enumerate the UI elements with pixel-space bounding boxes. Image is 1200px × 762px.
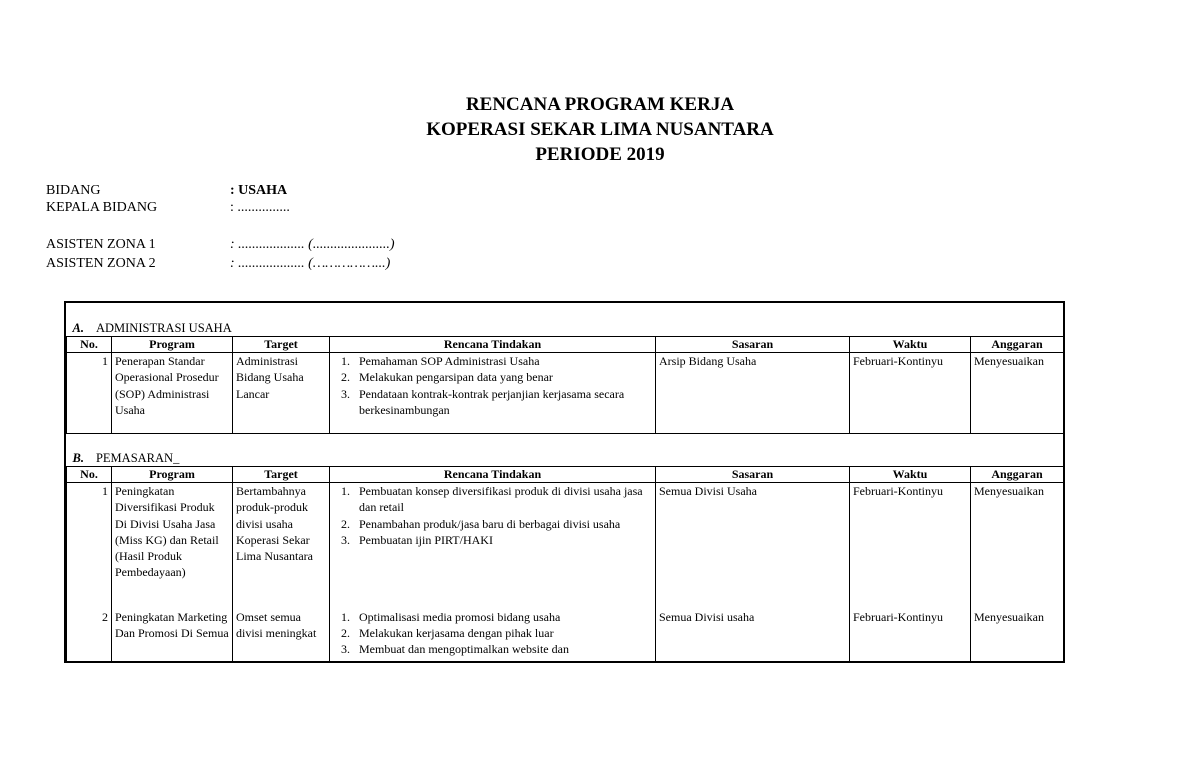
section-b-letter: B. [72, 451, 84, 465]
table-row [67, 609, 1064, 664]
row-program: Penerapan Standar Operasional Prosedur (SOP) Administrasi Usaha [112, 353, 233, 434]
table-row [67, 483, 1064, 609]
header-rencana: Rencana Tindakan [330, 467, 656, 483]
asisten-zona-2-label: ASISTEN ZONA 2 [46, 256, 156, 271]
rencana-step: 2. Melakukan pengarsipan data yang benar [353, 369, 652, 385]
row-anggaran: Menyesuaikan [971, 609, 1064, 664]
bidang-value: : USAHA [230, 183, 288, 198]
rencana-steps [333, 353, 652, 418]
header-no: No. [67, 467, 112, 483]
asisten-zona-1-label: ASISTEN ZONA 1 [46, 237, 156, 252]
header-target: Target [233, 467, 330, 483]
header-anggaran: Anggaran [971, 467, 1064, 483]
header-no: No. [67, 337, 112, 353]
work-plan-table [66, 320, 1064, 663]
kepala-bidang-label: KEPALA BIDANG [46, 200, 158, 215]
header-target: Target [233, 337, 330, 353]
section-a-title-cell [67, 320, 1064, 337]
page-title-line-2: KOPERASI SEKAR LIMA NUSANTARA [426, 119, 774, 140]
row-target: Bertambahnya produk-produk divisi usaha Koperasi Sekar Lima Nusantara [233, 483, 330, 609]
header-waktu: Waktu [850, 337, 971, 353]
row-no: 2 [67, 609, 112, 664]
section-a-letter: A. [72, 321, 84, 335]
rencana-step: 1. Optimalisasi media promosi bidang usaha [353, 609, 652, 625]
row-target: Omset semua divisi meningkat [233, 609, 330, 664]
section-a-header [67, 320, 1064, 337]
section-b-title: PEMASARAN_ [95, 451, 180, 465]
header-waktu: Waktu [850, 467, 971, 483]
row-sasaran: Semua Divisi usaha [656, 609, 850, 664]
section-a-title: ADMINISTRASI USAHA [95, 321, 232, 335]
header-sasaran: Sasaran [656, 467, 850, 483]
rencana-step: 3. Pembuatan ijin PIRT/HAKI [353, 532, 652, 548]
row-waktu: Februari-Kontinyu [850, 609, 971, 664]
asisten-zona-2-value: : ................... (……………...) [230, 256, 391, 271]
kepala-bidang-value: : ............... [230, 200, 290, 215]
work-plan-frame [64, 301, 1065, 663]
page-title-line-3: PERIODE 2019 [535, 144, 665, 165]
header-sasaran: Sasaran [656, 337, 850, 353]
row-no: 1 [67, 353, 112, 434]
header-program: Program [112, 337, 233, 353]
row-waktu: Februari-Kontinyu [850, 353, 971, 434]
rencana-steps [333, 483, 652, 548]
row-rencana [330, 609, 656, 664]
row-rencana [330, 483, 656, 609]
section-b-header [67, 434, 1064, 467]
rencana-steps [333, 609, 652, 658]
row-target: Administrasi Bidang Usaha Lancar [233, 353, 330, 434]
rencana-step: 3. Membuat dan mengoptimalkan website dan [353, 641, 652, 657]
rencana-step: 3. Pendataan kontrak-kontrak perjanjian kerjasama secara berkesinambungan [353, 386, 652, 419]
row-no: 1 [67, 483, 112, 609]
table-row [67, 353, 1064, 434]
bidang-label: BIDANG [46, 183, 101, 198]
rencana-step: 2. Penambahan produk/jasa baru di berbagai divisi usaha [353, 516, 652, 532]
row-rencana [330, 353, 656, 434]
row-anggaran: Menyesuaikan [971, 483, 1064, 609]
section-b-title-cell [67, 434, 1064, 467]
row-anggaran: Menyesuaikan [971, 353, 1064, 434]
asisten-zona-1-value: : ................... (......................) [230, 237, 395, 252]
row-sasaran: Arsip Bidang Usaha [656, 353, 850, 434]
row-waktu: Februari-Kontinyu [850, 483, 971, 609]
header-rencana: Rencana Tindakan [330, 337, 656, 353]
rencana-step: 2. Melakukan kerjasama dengan pihak luar [353, 625, 652, 641]
header-program: Program [112, 467, 233, 483]
page-title-line-1: RENCANA PROGRAM KERJA [465, 94, 735, 115]
row-program: Peningkatan Diversifikasi Produk Di Divisi Usaha Jasa (Miss KG) dan Retail (Hasil Produk Pembedayaan) [112, 483, 233, 609]
section-a-column-headers [67, 337, 1064, 353]
section-b-column-headers [67, 467, 1064, 483]
row-program: Peningkatan Marketing Dan Promosi Di Semua [112, 609, 233, 664]
header-anggaran: Anggaran [971, 337, 1064, 353]
rencana-step: 1. Pembuatan konsep diversifikasi produk di divisi usaha jasa dan retail [353, 483, 652, 516]
rencana-step: 1. Pemahaman SOP Administrasi Usaha [353, 353, 652, 369]
row-sasaran: Semua Divisi Usaha [656, 483, 850, 609]
